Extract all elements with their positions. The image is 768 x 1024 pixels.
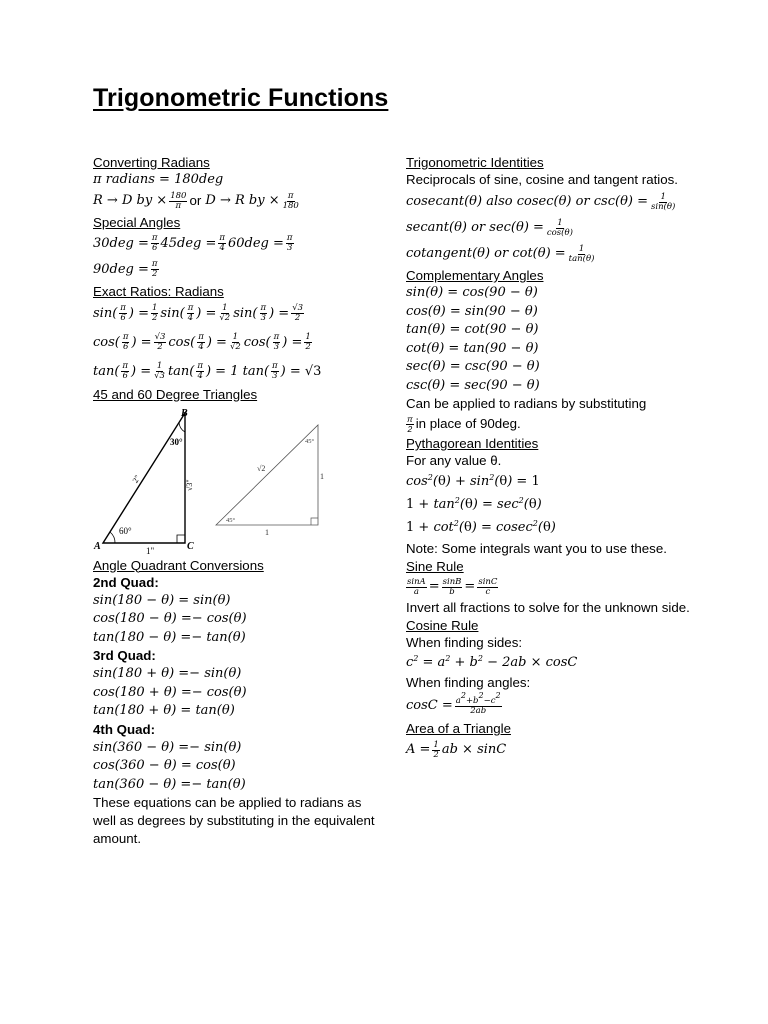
base-label: 1" — [146, 545, 155, 556]
identities-intro: Reciprocals of sine, cosine and tangent ratios. — [406, 172, 679, 187]
fraction — [273, 333, 281, 352]
special-angles-row — [93, 231, 383, 257]
converting-radians-heading: Converting Radians — [93, 155, 210, 170]
quad-2-line: cos(180 − θ) =− cos(θ) — [93, 611, 247, 626]
vertex-a-label: A — [94, 540, 101, 552]
denominator: √2 — [219, 313, 231, 323]
triangle-45-45-90 — [216, 425, 318, 525]
numerator: sinA — [407, 576, 426, 587]
func: cos( — [93, 334, 120, 350]
numerator: 1 — [305, 332, 311, 342]
denominator: 4 — [187, 313, 194, 323]
func: cos( — [168, 334, 196, 350]
equals: ) = 1 — [205, 363, 239, 379]
numerator: 1 — [151, 303, 158, 313]
quad-3-line: cos(180 + θ) =− cos(θ) — [93, 684, 247, 700]
quad-2-line: tan(180 − θ) =− tan(θ) — [93, 629, 246, 645]
denominator: 2 — [407, 423, 413, 434]
denominator: 2 — [151, 313, 158, 323]
denominator: 2 — [294, 313, 301, 323]
pythagorean-identity-1: $\cos^2(\theta) + \sin^2(\theta) = 1$ — [406, 473, 540, 489]
fraction — [151, 234, 159, 253]
cosine-rule-heading: Cosine Rule — [406, 618, 479, 633]
numerator: sinB — [442, 576, 462, 587]
angle-45: 45deg = — [160, 235, 217, 251]
numerator: π — [187, 303, 194, 313]
sec-identity — [406, 215, 706, 241]
angle-45-bottom-label: 45° — [226, 516, 236, 524]
denominator: 2 — [157, 342, 163, 352]
angle-45-top-label: 45° — [305, 437, 315, 445]
fraction — [169, 192, 187, 211]
quad-2-label: 2nd Quad: — [93, 574, 159, 590]
fraction — [151, 260, 159, 279]
equals-sign: = — [464, 578, 476, 594]
quadrants-heading: Angle Quadrant Conversions — [93, 557, 264, 573]
cosc-lhs: cosC = — [406, 697, 453, 713]
exact-ratios-heading: Exact Ratios: Radians — [93, 283, 224, 299]
quad-4-line: cos(360 − θ) = cos(θ) — [93, 758, 236, 773]
fraction — [153, 362, 166, 381]
cosec-text: cosecant(θ) also cosec(θ) or csc(θ) = — [406, 194, 648, 209]
cot-text: cotangent(θ) or cot(θ) = — [406, 246, 566, 261]
denominator: 6 — [122, 342, 129, 352]
numerator: π — [151, 233, 158, 243]
numerator: π — [122, 332, 129, 342]
sine-rule-formula — [406, 575, 706, 599]
numerator: sinC — [478, 576, 498, 587]
complementary-line: sec(θ) = csc(90 − θ) — [406, 359, 540, 374]
pythagorean-identity-3: $1 + \cot^2(\theta) = cosec^2(\theta)$ — [406, 519, 556, 535]
quad-3-line: tan(180 + θ) = tan(θ) — [93, 703, 235, 718]
fraction — [197, 333, 205, 352]
complementary-note-b-row — [406, 413, 706, 435]
numerator: 1 — [578, 243, 585, 254]
fraction — [477, 578, 498, 597]
fraction — [286, 234, 294, 253]
fraction — [291, 304, 304, 323]
func: tan( — [93, 363, 120, 379]
fraction — [406, 415, 414, 434]
fraction — [154, 333, 167, 352]
numerator: 1 — [156, 361, 163, 371]
func: tan( — [242, 363, 270, 379]
fraction — [546, 219, 574, 238]
height-label: √3" — [185, 478, 194, 491]
denominator: 180 — [282, 201, 299, 211]
right-angle-mark — [177, 535, 185, 543]
special-angles-row-90 — [93, 257, 383, 283]
fraction — [151, 304, 158, 323]
conversion-r-to-d: R → D by × — [93, 193, 168, 209]
cosine-angles-label: When finding angles: — [406, 675, 531, 690]
identities-heading: Trigonometric Identities — [406, 155, 544, 170]
denominator: 6 — [122, 371, 128, 381]
complementary-line: tan(θ) = cot(90 − θ) — [406, 322, 539, 337]
equals: ) = — [282, 334, 303, 350]
fraction — [229, 333, 242, 352]
fraction — [432, 741, 439, 760]
numerator: 180 — [170, 191, 187, 201]
equals: ) = — [269, 305, 290, 321]
numerator: 1 — [222, 303, 228, 313]
angle-arc-b — [179, 422, 185, 432]
sine-rule-heading: Sine Rule — [406, 559, 464, 574]
func: sin( — [233, 305, 258, 321]
cosine-sides-label: When finding sides: — [406, 635, 523, 650]
numerator: π — [407, 413, 413, 424]
numerator: π — [197, 361, 203, 371]
denominator: 3 — [260, 313, 266, 323]
func: cos( — [243, 334, 271, 350]
fraction — [568, 245, 596, 264]
or-text: or — [189, 193, 202, 209]
denominator: √2 — [229, 342, 241, 352]
numerator: π — [260, 303, 267, 313]
denominator: tan(θ) — [568, 253, 595, 264]
area-formula — [406, 737, 706, 763]
complementary-note-b: in place of 90deg. — [415, 416, 521, 431]
angle-arc-a — [110, 532, 115, 543]
numerator: √3 — [154, 332, 166, 342]
exact-ratios-cos — [93, 328, 383, 358]
exact-ratios-sin — [93, 300, 383, 328]
cot-identity — [406, 241, 706, 267]
fraction — [406, 578, 427, 597]
denominator: 4 — [197, 371, 203, 381]
denominator: 4 — [219, 243, 225, 253]
denominator: a — [413, 586, 419, 597]
denominator: sin(θ) — [651, 201, 676, 212]
fraction — [218, 234, 226, 253]
fraction — [122, 333, 130, 352]
numerator: π — [198, 332, 204, 342]
angle-30-label: 30° — [170, 436, 183, 447]
fraction — [271, 362, 279, 381]
sine-rule-note: Invert all fractions to solve for the unknown side. — [406, 600, 690, 615]
triangle-30-60-90 — [103, 413, 185, 543]
complementary-line: cot(θ) = tan(90 − θ) — [406, 340, 539, 356]
denominator: b — [449, 586, 455, 597]
quad-4-label: 4th Quad: — [93, 721, 156, 737]
complementary-line: sin(θ) = cos(90 − θ) — [406, 285, 538, 300]
denominator: √3 — [154, 371, 165, 381]
hypotenuse-label: 2" — [130, 473, 143, 485]
pythagorean-heading: Pythagorean Identities — [406, 436, 539, 451]
fraction — [196, 362, 204, 381]
pythagorean-note: Note: Some integrals want you to use these. — [406, 541, 667, 556]
vertex-b-label: B — [181, 407, 188, 419]
quadrant-note: These equations can be applied to radians as well as degrees by substituting in the equivalent amount. — [93, 795, 375, 846]
quad-3-line: sin(180 + θ) =− sin(θ) — [93, 666, 242, 681]
fraction — [282, 192, 300, 211]
denominator: 6 — [151, 243, 158, 253]
complementary-line: csc(θ) = sec(90 − θ) — [406, 377, 540, 393]
cosine-rule-sides: $c^2 = a^2 + b^2 - 2ab \times \cos C$ — [406, 654, 578, 670]
angle-30: 30deg = — [93, 235, 149, 251]
denominator: 2 — [305, 342, 311, 352]
cosine-rule-angles — [406, 692, 706, 720]
angle-90: 90deg = — [93, 261, 149, 277]
func: sin( — [160, 305, 185, 321]
vertex-c-label: C — [187, 540, 194, 552]
equals: ) = — [128, 305, 149, 321]
base-45-label: 1 — [265, 527, 269, 537]
fraction — [304, 333, 311, 352]
denominator: 2 — [433, 749, 439, 760]
side-45-label: 1 — [320, 471, 324, 481]
numerator: π — [120, 303, 126, 313]
denominator: π — [175, 201, 182, 211]
quad-4-line: tan(360 − θ) =− tan(θ) — [93, 776, 246, 792]
equals: ) = — [206, 334, 227, 350]
fraction — [650, 193, 676, 212]
angle-60-label: 60° — [119, 525, 132, 536]
left-column — [93, 154, 383, 848]
fraction — [119, 304, 127, 323]
numerator: 1 — [433, 739, 439, 750]
quad-4-line: sin(360 − θ) =− sin(θ) — [93, 739, 242, 755]
equals: ) = — [280, 363, 301, 379]
equals: ) = — [131, 334, 152, 350]
equals-sign: = — [428, 578, 440, 594]
conversion-equation — [93, 190, 383, 214]
angle-60: 60deg = — [228, 235, 284, 251]
denominator: 2ab — [470, 706, 487, 716]
triangles-heading: 45 and 60 Degree Triangles — [93, 386, 258, 402]
area-rhs: ab × sinC — [441, 741, 507, 757]
numerator: π — [287, 191, 294, 201]
denominator: 3 — [286, 243, 293, 253]
special-angles-heading: Special Angles — [93, 214, 181, 230]
numerator: $a^2+b^2-c^2$ — [455, 691, 501, 706]
denominator: 3 — [273, 342, 280, 352]
sqrt3: √3 — [304, 363, 322, 379]
func: tan( — [167, 363, 195, 379]
numerator: π — [151, 259, 158, 269]
right-column — [406, 154, 706, 763]
area-lhs: A = — [406, 741, 431, 757]
numerator: π — [219, 233, 225, 243]
equals: ) = — [131, 363, 152, 379]
cosec-identity — [406, 189, 706, 215]
fraction — [455, 691, 502, 716]
pythagorean-intro: For any value θ. — [406, 453, 502, 468]
quad-2-line: sin(180 − θ) = sin(θ) — [93, 592, 231, 608]
pythagorean-identity-2: $1 + \tan^2(\theta) = \sec^2(\theta)$ — [406, 496, 542, 512]
conversion-d-to-r: D → R by × — [205, 193, 280, 209]
radians-equation: π radians = 180deg — [93, 172, 224, 187]
area-heading: Area of a Triangle — [406, 721, 511, 736]
numerator: 1 — [660, 191, 666, 202]
denominator: cos(θ) — [546, 227, 573, 238]
numerator: 1 — [557, 217, 563, 228]
fraction — [218, 304, 231, 323]
equals: ) = — [196, 305, 217, 321]
denominator: 3 — [272, 371, 278, 381]
func: sin( — [93, 305, 118, 321]
complementary-line: cos(θ) = sin(90 − θ) — [406, 303, 538, 319]
sec-text: secant(θ) or sec(θ) = — [406, 220, 544, 235]
numerator: π — [286, 233, 293, 243]
right-angle-mark-2 — [311, 518, 318, 525]
complementary-note-a: Can be applied to radians by substituting — [406, 396, 647, 411]
fraction — [260, 304, 268, 323]
numerator: π — [273, 332, 280, 342]
numerator: π — [122, 361, 129, 371]
fraction — [442, 578, 463, 597]
numerator: π — [272, 361, 278, 371]
page-title: Trigonometric Functions — [93, 84, 389, 112]
triangles-figure — [93, 405, 383, 557]
fraction — [187, 304, 195, 323]
numerator: 1 — [232, 332, 239, 342]
denominator: 2 — [151, 269, 158, 279]
triangles-diagram — [93, 405, 383, 557]
numerator: √3 — [292, 303, 304, 313]
denominator: 6 — [120, 313, 126, 323]
denominator: 4 — [198, 342, 204, 352]
exact-ratios-tan — [93, 358, 383, 386]
complementary-heading: Complementary Angles — [406, 268, 544, 283]
quad-3-label: 3rd Quad: — [93, 648, 156, 663]
denominator: c — [485, 586, 491, 597]
fraction — [121, 362, 129, 381]
hypotenuse-45-label: √2 — [257, 463, 266, 473]
